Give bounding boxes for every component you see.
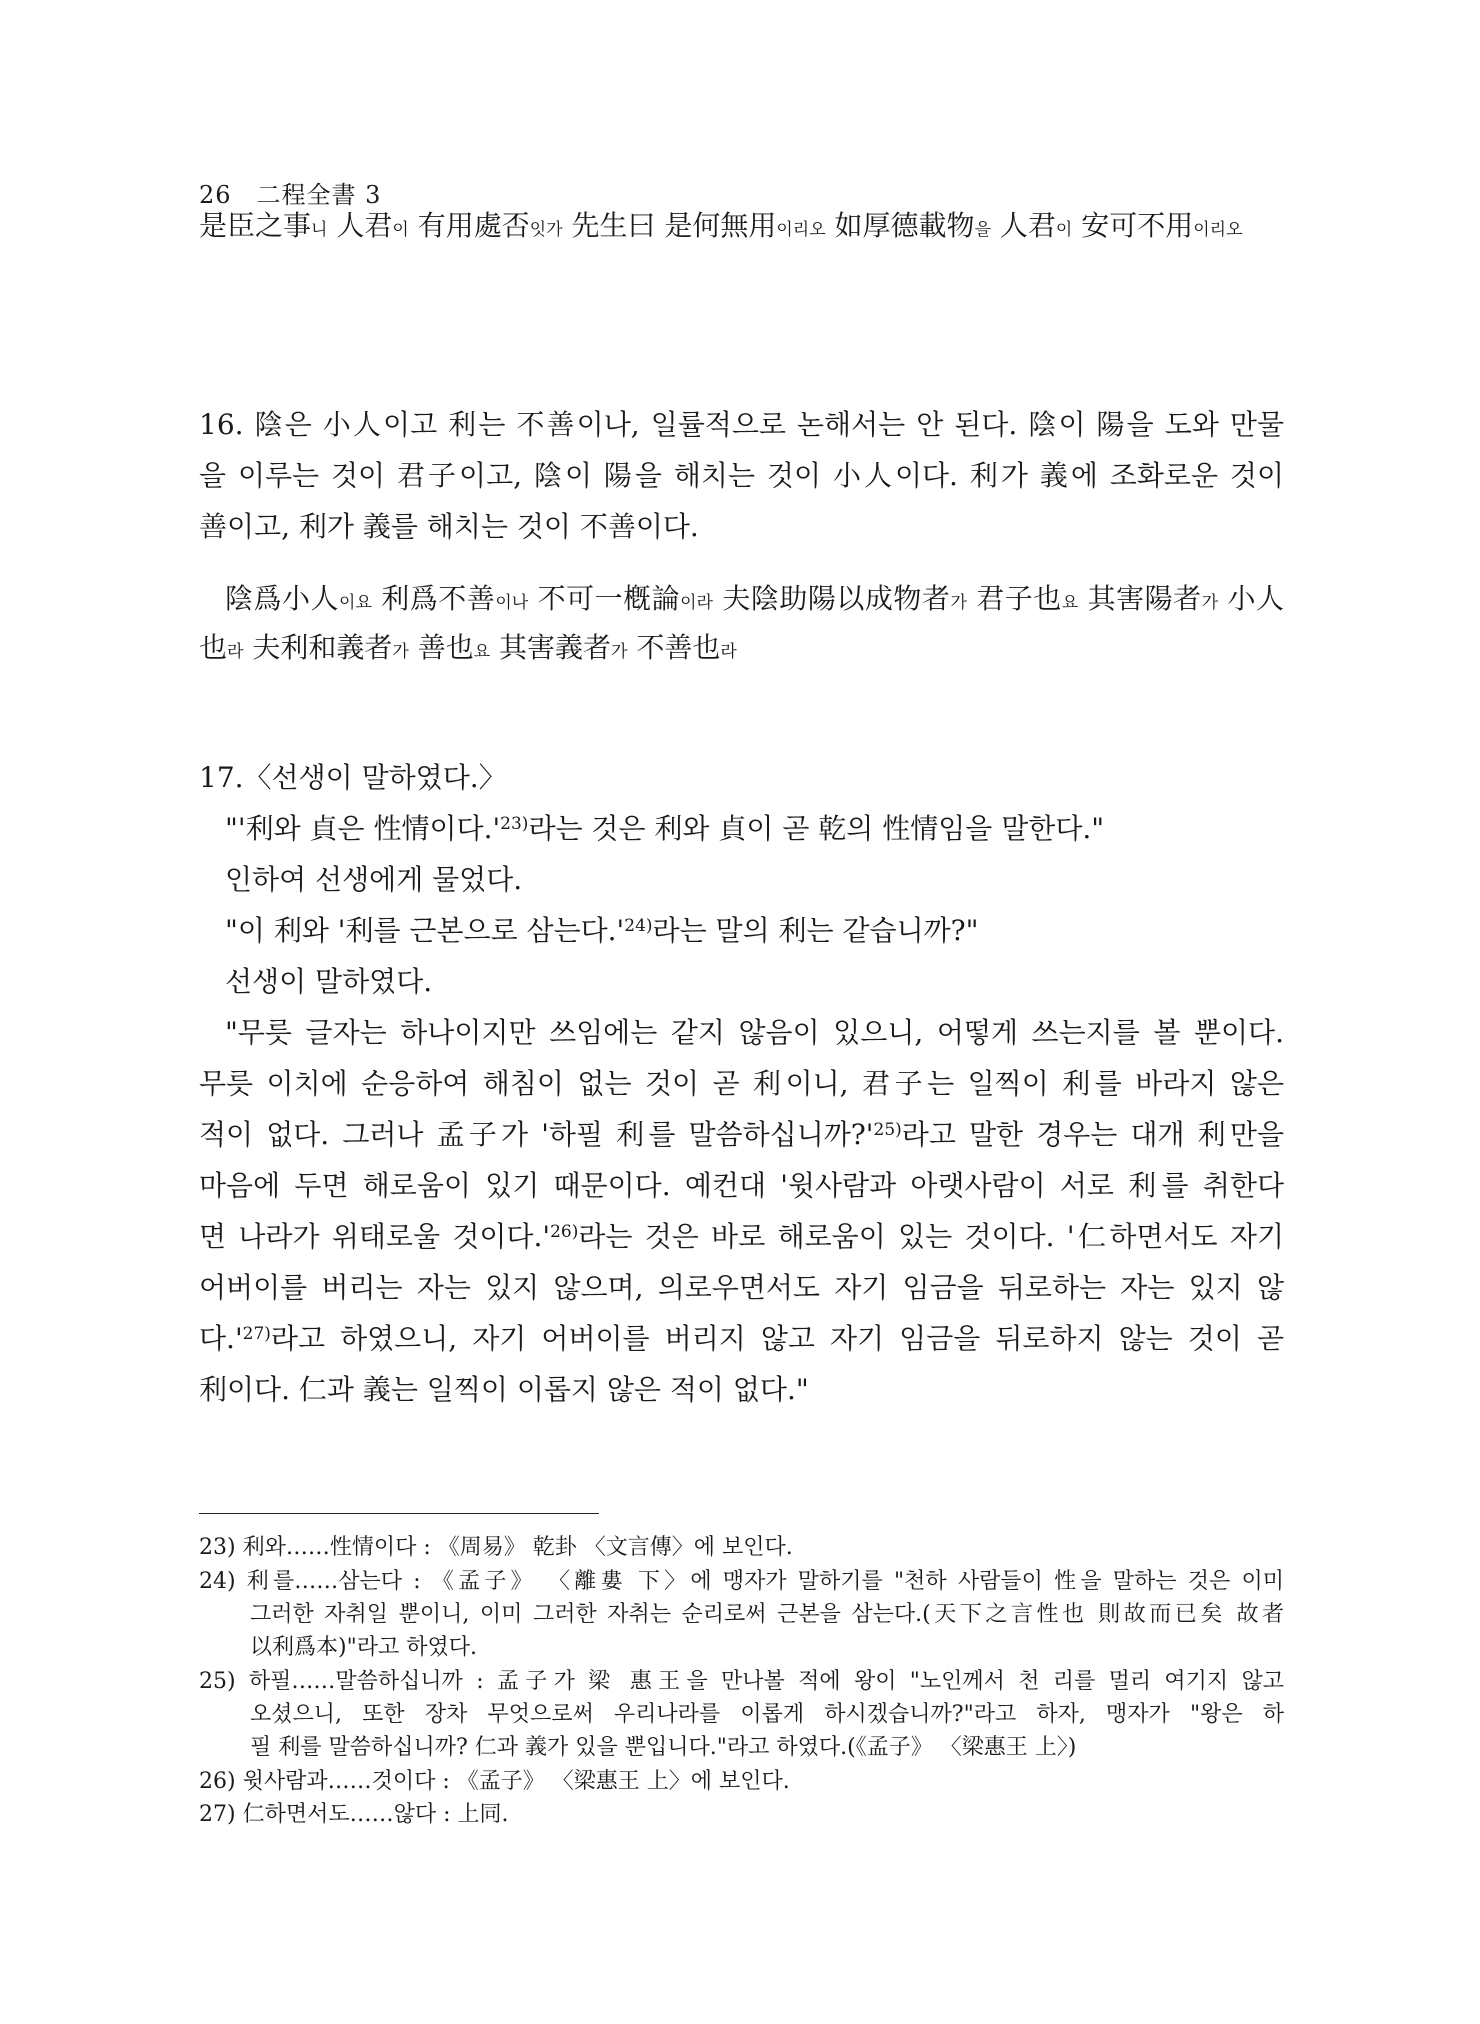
footnote-25-line-3: 필 利를 말씀하십니까? 仁과 義가 있을 뿐입니다."라고 하였다.(《孟子》 〈梁惠王 上〉) <box>250 1735 1077 1760</box>
section-17-line-6: "무릇 글자는 하나이지만 쓰임에는 같지 않음이 있으니, 어떻게 쓰는지를 볼 뿐이다. <box>225 1016 1284 1049</box>
section-16-line-1: 16. 陰은 小人이고 利는 不善이나, 일률적으로 논해서는 안 된다. 陰이 陽을 도와 만물 <box>199 408 1284 441</box>
hanja-text: 是臣之事 <box>199 209 312 242</box>
footnote-27: 27) 仁하면서도……않다 : 上同. <box>199 1802 509 1827</box>
particle: 이나 <box>495 593 529 613</box>
hanja-text: 先生曰 是何無用 <box>562 209 777 242</box>
hanja-text: 也 <box>199 631 228 664</box>
hanja-text: 陰爲小人 <box>225 582 340 615</box>
section-17-line-9: 마음에 두면 해로움이 있기 때문이다. 예컨대 '윗사람과 아랫사람이 서로 利를 취한다 <box>199 1169 1284 1202</box>
hanja-text: 如厚德載物 <box>825 209 975 242</box>
quote-text: "'利와 貞은 性情이다.' <box>225 812 501 845</box>
section-17-line-10 <box>199 1220 1284 1253</box>
particle: 요 <box>473 642 491 662</box>
body-text: 라는 말의 利는 같습니까?" <box>652 914 979 947</box>
section-17-line-7: 무릇 이치에 순응하여 해침이 없는 것이 곧 利이니, 君子는 일찍이 利를 바라지 않은 <box>199 1067 1284 1100</box>
section-17-line-12 <box>199 1322 1284 1355</box>
particle: 잇가 <box>529 220 563 240</box>
particle: 이요 <box>339 593 372 613</box>
section-17-heading: 17.〈선생이 말하였다.〉 <box>199 761 507 794</box>
hanja-text: 不可一槪論 <box>528 582 681 615</box>
hanja-text: 夫利和義者 <box>243 631 393 664</box>
particle: 이리오 <box>776 220 826 240</box>
hanja-text: 其害陽者 <box>1078 582 1202 615</box>
classical-text-line <box>199 209 1284 242</box>
particle: 을 <box>974 220 991 240</box>
body-text: 면 나라가 위태로울 것이다.' <box>199 1220 551 1253</box>
footnote-ref-27[interactable]: 27) <box>242 1324 271 1344</box>
hanja-text: 善也 <box>408 631 474 664</box>
body-text: 라고 말한 경우는 대개 利만을 <box>901 1118 1284 1151</box>
particle: 이라 <box>680 593 713 613</box>
body-text: 다.' <box>199 1322 243 1355</box>
footnote-25-line-1: 25) 하필……말씀하십니까 : 孟子가 梁 惠王을 만나볼 적에 왕이 "노인께서 천 리를 멀리 여기지 않고 <box>199 1669 1284 1694</box>
body-text: 라는 것은 바로 해로움이 있는 것이다. '仁하면서도 자기 <box>578 1220 1284 1253</box>
hanja-text: 其害義者 <box>490 631 612 664</box>
footnote-24-line-3: 以利爲本)"라고 하였다. <box>250 1635 477 1660</box>
hanja-text: 小人 <box>1218 582 1285 615</box>
hanja-text: 人君 <box>991 209 1056 242</box>
particle: 가 <box>611 642 628 662</box>
particle: 라 <box>720 642 737 662</box>
body-text: 라고 하였으니, 자기 어버이를 버리지 않고 자기 임금을 뒤로하지 않는 것이 곧 <box>270 1322 1284 1355</box>
section-17-line-3: 인하여 선생에게 물었다. <box>225 863 523 896</box>
footnote-23: 23) 利와……性情이다 : 《周易》 乾卦 〈文言傳〉에 보인다. <box>199 1535 793 1560</box>
hanja-text: 夫陰助陽以成物者 <box>712 582 951 615</box>
section-17-line-5: 선생이 말하였다. <box>225 965 433 998</box>
section-17-line-4 <box>199 914 1284 947</box>
footnote-26: 26) 윗사람과……것이다 : 《孟子》 〈梁惠王 上〉에 보인다. <box>199 1769 790 1794</box>
particle: 이 <box>1055 220 1073 240</box>
section-17-line-13: 利이다. 仁과 義는 일찍이 이롭지 않은 적이 없다." <box>199 1373 809 1406</box>
particle: 라 <box>227 642 244 662</box>
hanja-text: 人君 <box>327 209 393 242</box>
section-16-original-line-1 <box>199 582 1285 615</box>
section-17-line-8 <box>199 1118 1284 1151</box>
body-text: 적이 없다. 그러나 孟子가 '하필 利를 말씀하십니까?' <box>199 1118 874 1151</box>
footnote-ref-26[interactable]: 26) <box>550 1222 579 1242</box>
section-16-original-line-2 <box>199 631 1284 664</box>
footnote-ref-23[interactable]: 23) <box>500 814 529 834</box>
footnote-ref-24[interactable]: 24) <box>624 916 653 936</box>
hanja-text: 利爲不善 <box>371 582 496 615</box>
section-17-line-11: 어버이를 버리는 자는 있지 않으며, 의로우면서도 자기 임금을 뒤로하는 자는 있지 않 <box>199 1271 1284 1304</box>
body-text: 라는 것은 利와 貞이 곧 乾의 性情임을 말한다." <box>528 812 1105 845</box>
section-17-line-2 <box>199 812 1284 845</box>
particle: 요 <box>1061 593 1079 613</box>
hanja-text: 有用處否 <box>408 209 530 242</box>
section-16-line-2: 을 이루는 것이 君子이고, 陰이 陽을 해치는 것이 小人이다. 利가 義에 조화로운 것이 <box>199 459 1284 492</box>
quote-text: "이 利와 '利를 근본으로 삼는다.' <box>225 914 625 947</box>
footnote-divider <box>199 1513 599 1514</box>
particle: 가 <box>950 593 967 613</box>
particle: 이리오 <box>1193 220 1243 240</box>
hanja-text: 君子也 <box>966 582 1062 615</box>
hanja-text: 不善也 <box>627 631 721 664</box>
footnote-25-line-2: 오셨으니, 또한 장차 무엇으로써 우리나라를 이롭게 하시겠습니까?"라고 하자, 맹자가 "왕은 하 <box>250 1702 1284 1727</box>
particle: 니 <box>311 220 328 240</box>
footnote-ref-25[interactable]: 25) <box>873 1120 902 1140</box>
section-16-line-3: 善이고, 利가 義를 해치는 것이 不善이다. <box>199 510 699 543</box>
hanja-text: 安可不用 <box>1072 209 1194 242</box>
particle: 가 <box>392 642 409 662</box>
footnote-24-line-1: 24) 利를……삼는다 : 《孟子》 〈離婁 下〉에 맹자가 말하기를 "천하 사람들이 性을 말하는 것은 이미 <box>199 1569 1284 1594</box>
footnote-24-line-2: 그러한 자취일 뿐이니, 이미 그러한 자취는 순리로써 근본을 삼는다.(天下之言性也 則故而已矣 故者 <box>250 1602 1284 1627</box>
particle: 이 <box>392 220 409 240</box>
page-header: 26 二程全書 3 <box>199 181 382 209</box>
particle: 가 <box>1201 593 1219 613</box>
